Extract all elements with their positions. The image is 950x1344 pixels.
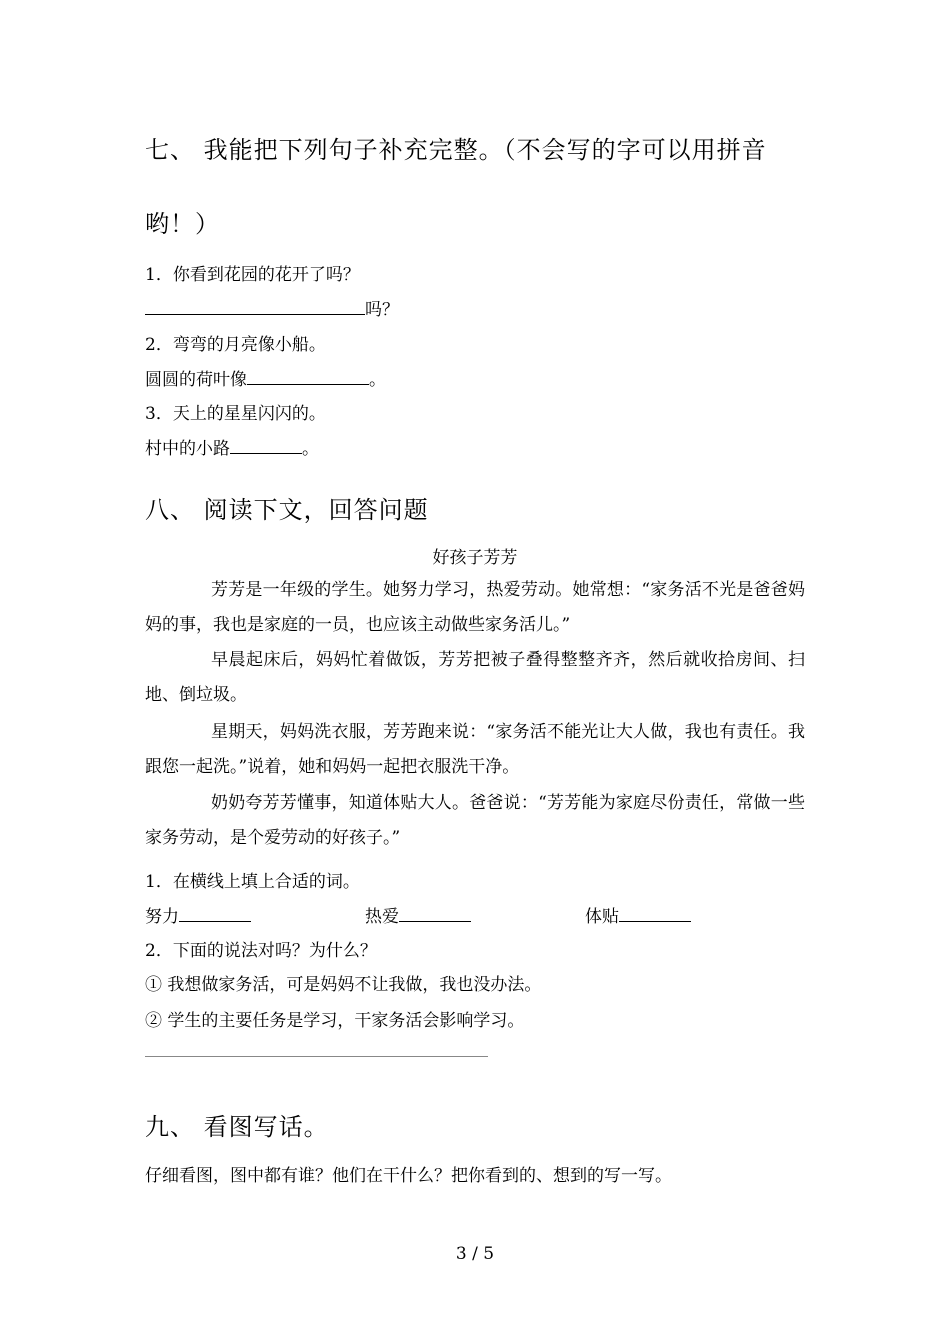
answer-suffix: 。	[369, 370, 386, 390]
answer-rule[interactable]	[145, 1056, 488, 1057]
answer-prefix: 圆圆的荷叶像	[145, 370, 247, 390]
section-7-heading-cont: 哟！）	[145, 210, 220, 238]
word-blank[interactable]	[399, 920, 471, 922]
reading-question-1: 1．在横线上填上合适的词。	[145, 872, 360, 892]
page-number: 3 / 5	[455, 1244, 495, 1264]
story-title: 好孩子芳芳	[432, 548, 518, 568]
statement-2: ② 学生的主要任务是学习，干家务活会影响学习。	[145, 1011, 525, 1031]
story-paragraph: 芳芳是一年级的学生。她努力学习，热爱劳动。她常想：“家务活不光是爸爸妈妈的事，我也是家庭的一员，也应该主动做些家务活儿。”	[145, 580, 805, 635]
section-9-heading: 九、 看图写话。	[145, 1113, 329, 1141]
reading-question-2: 2．下面的说法对吗？为什么？	[145, 941, 377, 961]
word-label: 体贴	[585, 907, 619, 927]
section-7-heading: 七、 我能把下列句子补充完整。（不会写的字可以用拼音	[145, 136, 767, 164]
question-2: 2．弯弯的月亮像小船。	[145, 335, 326, 355]
question-3: 3．天上的星星闪闪的。	[145, 404, 326, 424]
statement-1: ① 我想做家务活，可是妈妈不让我做，我也没办法。	[145, 975, 542, 995]
word-blank[interactable]	[179, 920, 251, 922]
answer-blank[interactable]	[230, 452, 302, 454]
answer-suffix: 。	[302, 439, 319, 459]
writing-prompt: 仔细看图，图中都有谁？他们在干什么？把你看到的、想到的写一写。	[145, 1166, 672, 1186]
section-8-heading: 八、 阅读下文，回答问题	[145, 496, 429, 524]
word-label: 热爱	[365, 907, 399, 927]
question-1: 1．你看到花园的花开了吗？	[145, 265, 360, 285]
answer-line-2	[145, 365, 386, 390]
story-paragraph: 早晨起床后，妈妈忙着做饭，芳芳把被子叠得整整齐齐，然后就收拾房间、扫地、倒垃圾。	[145, 650, 805, 705]
answer-line-3	[145, 434, 319, 459]
answer-blank[interactable]	[247, 383, 369, 385]
story-paragraph: 星期天，妈妈洗衣服，芳芳跑来说：“家务活不能光让大人做，我也有责任。我跟您一起洗。”说着，她和妈妈一起把衣服洗干净。	[145, 722, 805, 777]
fill-word-2	[365, 902, 471, 927]
word-blank[interactable]	[619, 920, 691, 922]
answer-blank[interactable]	[145, 313, 365, 315]
fill-word-1	[145, 902, 251, 927]
answer-line-1	[145, 295, 399, 320]
answer-suffix: 吗？	[365, 300, 399, 320]
story-paragraph: 奶奶夸芳芳懂事，知道体贴大人。爸爸说：“芳芳能为家庭尽份责任，常做一些家务劳动，是个爱劳动的好孩子。”	[145, 793, 805, 848]
answer-prefix: 村中的小路	[145, 439, 230, 459]
fill-word-3	[585, 902, 691, 927]
word-label: 努力	[145, 907, 179, 927]
